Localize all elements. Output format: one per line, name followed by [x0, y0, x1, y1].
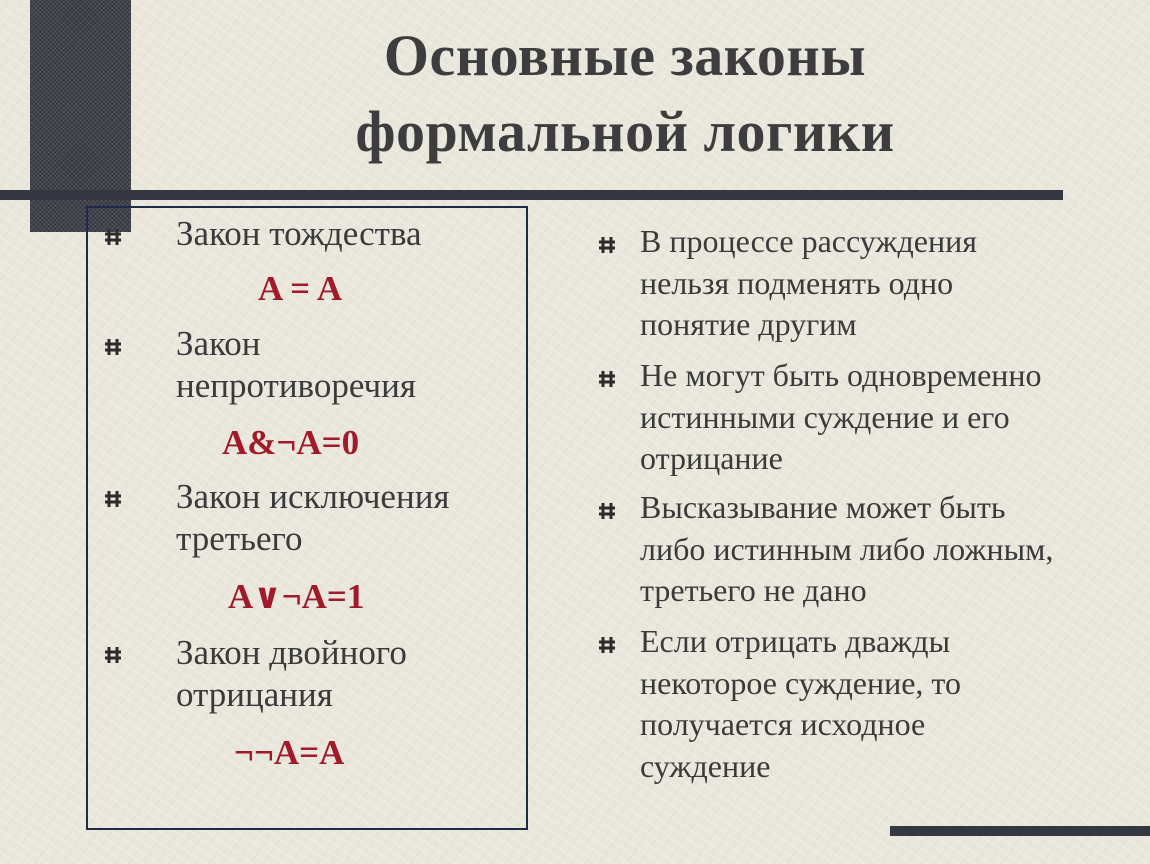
law-non-contradiction [176, 323, 528, 407]
desc-double-negation-line-4: суждение [640, 747, 771, 784]
desc-non-contradiction-line-3: отрицание [640, 440, 783, 476]
hash-bullet-icon [104, 338, 122, 356]
title-line-1: Основные законы [383, 23, 867, 88]
hash-bullet-icon [598, 370, 616, 388]
law-excluded-middle-line-1: Закон исключения [176, 477, 450, 516]
slide-title [200, 18, 1050, 170]
formula-double-negation: ¬¬A=A [234, 733, 345, 772]
desc-non-contradiction-line-1: Не могут быть одновременно [640, 357, 1042, 393]
desc-identity [640, 221, 1145, 346]
hash-bullet-icon [104, 228, 122, 246]
hash-bullet-icon [104, 646, 122, 664]
title-line-2: формальной логики [355, 99, 895, 164]
law-excluded-middle [176, 476, 528, 560]
law-identity [176, 213, 528, 255]
hash-bullet-icon [598, 636, 616, 654]
top-divider [0, 190, 1063, 200]
formula-identity: A = A [258, 269, 343, 308]
formula-excluded-middle: A∨¬A=1 [228, 577, 365, 616]
desc-identity-line-2: нельзя подменять одно [640, 264, 954, 301]
law-double-negation-line-1: Закон двойного [176, 633, 407, 672]
desc-double-negation [640, 621, 1145, 787]
law-non-contradiction-line-2: непротиворечия [176, 366, 416, 405]
desc-identity-line-1: В процессе рассуждения [640, 223, 977, 259]
desc-excluded-middle-line-1: Высказывание может быть [640, 489, 1006, 525]
hash-bullet-icon [104, 490, 122, 508]
formula-non-contradiction: A&¬A=0 [222, 423, 360, 462]
desc-non-contradiction-line-2: истинными суждение и его [640, 398, 1010, 435]
desc-double-negation-line-2: некоторое суждение, то [640, 664, 961, 701]
bottom-divider [890, 826, 1150, 836]
desc-identity-line-3: понятие другим [640, 306, 857, 342]
desc-excluded-middle [640, 487, 1145, 612]
law-excluded-middle-line-2: третьего [176, 519, 303, 558]
desc-double-negation-line-3: получается исходное [640, 706, 926, 742]
hash-bullet-icon [598, 236, 616, 254]
desc-double-negation-line-1: Если отрицать дважды [640, 623, 951, 659]
law-double-negation [176, 632, 528, 716]
law-double-negation-line-2: отрицания [176, 675, 333, 714]
desc-non-contradiction [640, 355, 1145, 480]
desc-excluded-middle-line-3: третьего не дано [640, 572, 867, 608]
law-non-contradiction-line-1: Закон [176, 324, 261, 363]
hash-bullet-icon [598, 502, 616, 520]
law-identity-line-1: Закон тождества [176, 214, 422, 253]
desc-excluded-middle-line-2: либо истинным либо ложным, [640, 530, 1054, 567]
